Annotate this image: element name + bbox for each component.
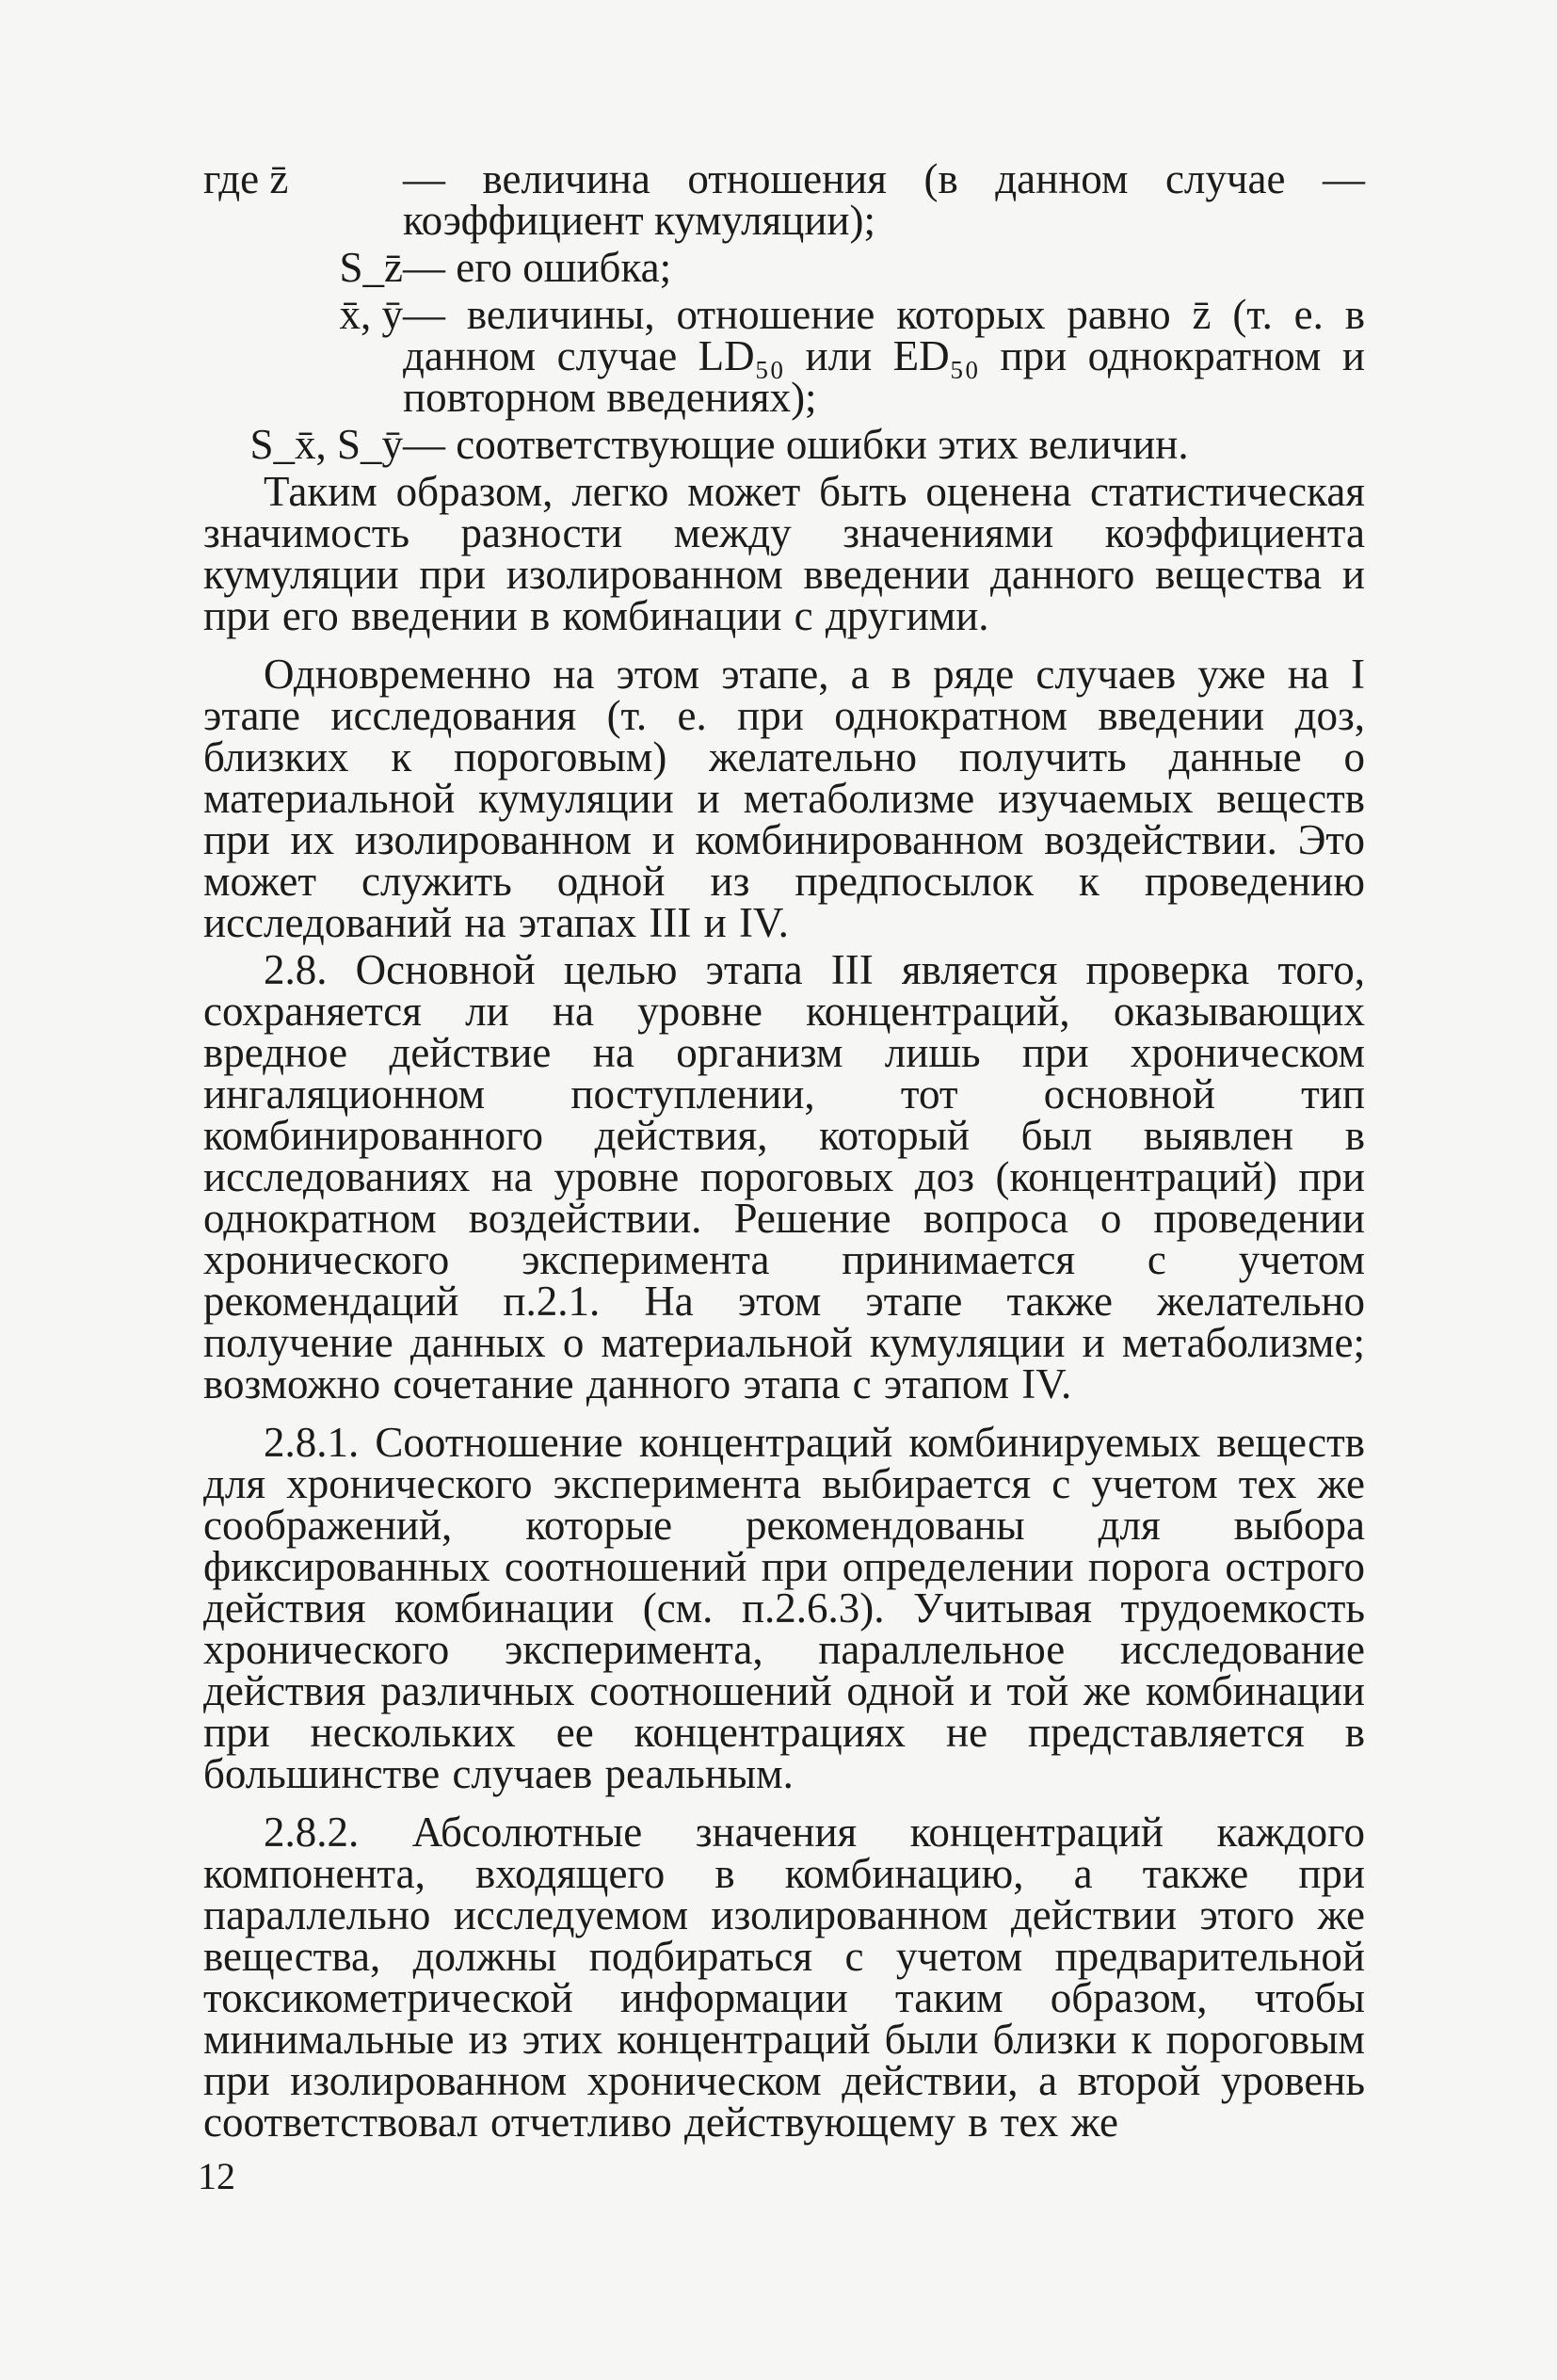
paragraph: 2.8. Основной целью этапа III является проверка того, сохраняется ли на уровне концентраций, оказывающих вредное действие на организм лишь при хроническом ингаляционном поступлении, тот основной тип комбинированного действия, который был выявлен в исследованиях на уровне пороговых доз (концентраций) при однократном воздействии. Решение вопроса о проведении хронического эксперимента принимается с учетом рекомендаций п.2.1. На этом этапе также желательно получение данных о материальной кумуляции и метаболизме; возможно сочетание данного этапа с этапом IV. (203, 946, 1365, 1407)
paragraph: Одновременно на этом этапе, а в ряде случаев уже на I этапе исследования (т. е. при однократном введении доз, близких к пороговым) желательно получить данные о материальной кумуляции и метаболизме изучаемых веществ при их изолированном и комбинированном воздействии. Это может служить одной из предпосылок к проведению исследований на этапах III и IV. (203, 651, 1365, 946)
definition-symbol: где z̄ (203, 155, 289, 202)
paragraph: 2.8.1. Соотношение концентраций комбинируемых веществ для хронического эксперимента выбирается с учетом тех же соображений, которые рекомендованы для выбора фиксированных соотношений при определении порога острого действия комбинации (см. п.2.6.3). Учитывая трудоемкость хронического эксперимента, параллельное исследование действия различных соотношений одной и той же комбинации при нескольких ее концентрациях не представляется в большинстве случаев реальным. (203, 1419, 1365, 1797)
definition-symbol: S_z̄ (339, 244, 403, 291)
definition-list (203, 155, 1365, 468)
definition-text: — соответствующие ошибки этих величин. (403, 421, 1189, 468)
definition-symbol: S_x̄, S_ȳ (249, 421, 403, 468)
definition-symbol: x̄, ȳ (339, 291, 403, 338)
definition-text: — величины, отношение которых равно z̄ (т. е. в данном случае LD₅₀ или ED₅₀ при однократном и повторном введениях); (403, 291, 1365, 421)
page-number: 12 (198, 2155, 235, 2197)
page-text (203, 155, 1365, 2146)
definition-sxsy (203, 421, 1365, 468)
definition-xy (203, 291, 1365, 421)
definition-text: — величина отношения (в данном случае — коэффициент кумуляции); (403, 155, 1365, 244)
definition-z (203, 155, 1365, 244)
paragraph: 2.8.2. Абсолютные значения концентраций каждого компонента, входящего в комбинацию, а также при параллельно исследуемом изолированном действии этого же вещества, должны подбираться с учетом предварительной токсикометрической информации таким образом, чтобы минимальные из этих концентраций были близки к пороговым при изолированном хроническом действии, а второй уровень соответствовал отчетливо действующему в тех же (203, 1809, 1365, 2146)
definition-text: — его ошибка; (403, 244, 672, 291)
paragraph: Таким образом, легко может быть оценена статистическая значимость разности между значениями коэффициента кумуляции при изолированном введении данного вещества и при его введении в комбинации с другими. (203, 468, 1365, 639)
definition-sz (203, 244, 1365, 291)
